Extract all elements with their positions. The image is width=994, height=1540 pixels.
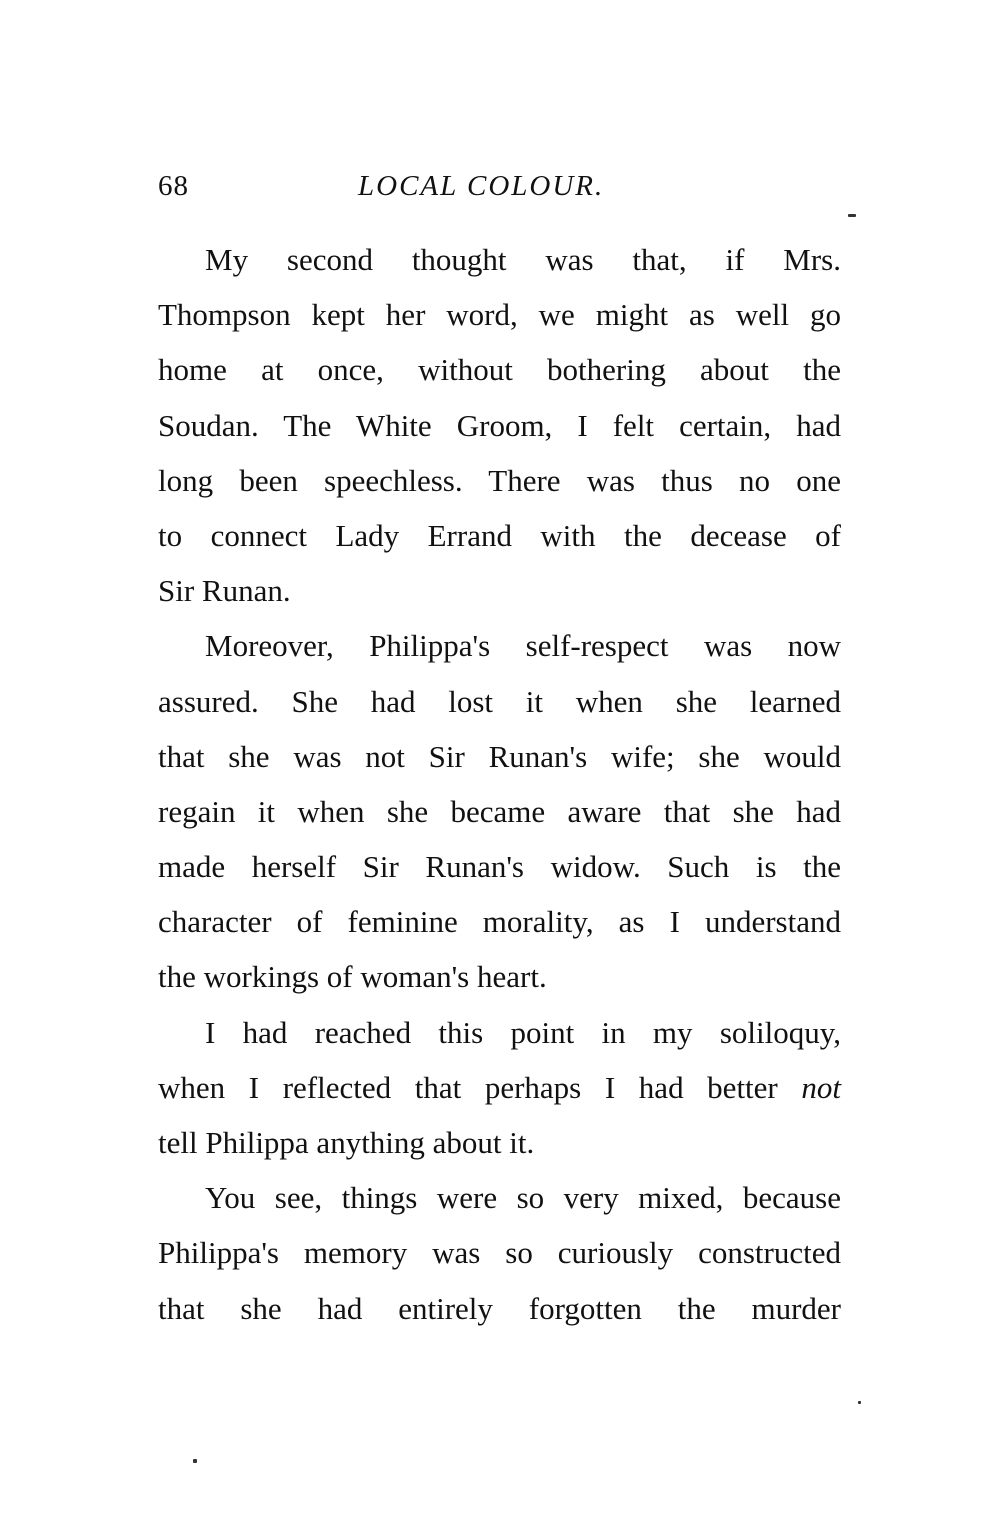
paragraph [158,1170,841,1336]
print-speck [848,214,856,217]
paragraph [158,618,841,1004]
text-line: regain it when she became aware that she had [158,793,841,829]
paragraph [158,1005,841,1171]
page-number: 68 [158,170,189,202]
text-line: character of feminine morality, as I understand [158,904,841,940]
text-line-with-emphasis [158,1060,841,1115]
text-line: Moreover, Philippa's self-respect was now [205,628,841,664]
text-line: made herself Sir Runan's widow. Such is the [158,849,841,885]
text-line: Philippa's memory was so curiously constructed [158,1235,841,1271]
paragraph [158,232,841,618]
print-speck [193,1459,197,1463]
text-line: that she was not Sir Runan's wife; she would [158,738,841,774]
text-line: long been speechless. There was thus no one [158,462,841,498]
text-line: My second thought was that, if Mrs. [205,242,841,277]
running-title: LOCAL COLOUR. [358,170,605,202]
text-line: tell Philippa anything about it. [158,1125,535,1160]
text-line: to connect Lady Errand with the decease of [158,517,841,553]
text-line: Soudan. The White Groom, I felt certain, had [158,407,841,443]
text-line: that she had entirely forgotten the murder [158,1290,841,1326]
text-line: You see, things were so very mixed, because [205,1180,841,1216]
text-line: Thompson kept her word, we might as well go [158,297,841,333]
body-text [158,232,841,1336]
text-line: Sir Runan. [158,573,291,609]
text-line: assured. She had lost it when she learned [158,683,841,719]
text-line: the workings of woman's heart. [158,959,547,995]
text-line: I had reached this point in my soliloquy, [205,1014,841,1050]
text-line: home at once, without bothering about the [158,352,841,388]
running-head [158,166,841,206]
text-line-part: when I reflected that perhaps I had better [158,1069,778,1105]
print-speck [858,1401,861,1404]
emphasis-word: not [801,1069,842,1105]
